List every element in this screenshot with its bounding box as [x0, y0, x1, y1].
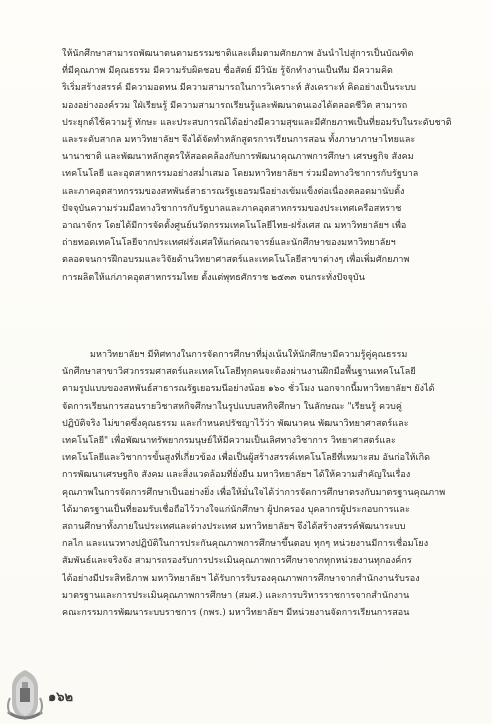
text-line: การพัฒนาเศรษฐกิจ สังคม และสิ่งแวดล้อมที่ยั่งยืน มหาวิทยาลัยฯ ได้ให้ความสำคัญในเรื่อง: [62, 470, 411, 481]
text-line: คณะกรรมการพัฒนาระบบราชการ (กพร.) มหาวิทยาลัยฯ มีหน่วยงานจัดการเรียนการสอน: [62, 608, 410, 619]
text-line: ริเริ่มสร้างสรรค์ มีความอดทน มีความสามารถในการวิเคราะห์ สังเคราะห์ คิดอย่างเป็นระบบ: [62, 83, 417, 94]
text-line: และระดับสากล มหาวิทยาลัยฯ จึงได้จัดทำหลักสูตรการเรียนการสอน ทั้งภาษาภาษาไทยและ: [62, 135, 416, 146]
text-line: และภาคอุตสาหกรรมของสหพันธ์สาธารณรัฐเยอรมนีอย่างเข้มแข็งต่อเนื่องตลอดมานับตั้ง: [62, 186, 405, 197]
text-line: มหาวิทยาลัยฯ มีทิศทางในการจัดการศึกษาที่มุ่งเน้นให้นักศึกษามีความรู้คู่คุณธรรม: [90, 350, 408, 360]
text-line: จัดการเรียนการสอนรายวิชาสหกิจศึกษาในรูปแบบสหกิจศึกษา ในลักษณะ "เรียนรู้ ควบคู่: [62, 401, 402, 412]
text-line: ได้มาตรฐานเป็นที่ยอมรับเชื่อถือไว้วางใจแก่นักศึกษา ผู้ปกครอง บุคลากรผู้ประกอบการและ: [62, 504, 410, 515]
text-line: ตามรูปแบบของสหพันธ์สาธารณรัฐเยอรมนีอย่างน้อย ๑๖๐ ชั่วโมง นอกจากนี้มหาวิทยาลัยฯ ยังได้: [62, 384, 435, 395]
text-line: ประยุกต์ใช้ความรู้ ทักษะ และประสบการณ์ได้อย่างมีความสุขและมีศักยภาพเป็นที่ยอมรับในระดับชาติ: [62, 117, 452, 128]
paragraph-2: [62, 347, 472, 622]
text-line: นักศึกษาสาขาวิศวกรรมศาสตร์และเทคโนโลยีทุกคนจะต้องผ่านงานฝึกมือพื้นฐานเทคโนโลยี: [62, 367, 416, 378]
text-line: อาณาจักร โดยได้มีการจัดตั้งศูนย์นวัตกรรมเทคโนโลยีไทย-ฝรั่งเศส ณ มหาวิทยาลัยฯ เพื่อ: [62, 221, 407, 232]
text-line: เทคโนโลยีและวิชาการขั้นสูงที่เกี่ยวข้อง เพื่อเป็นผู้สร้างสรรค์เทคโนโลยีที่เหมาะสม อันก่อให้เกิด: [62, 453, 431, 464]
text-line: สถานศึกษาทั้งภายในประเทศและต่างประเทศ มหาวิทยาลัยฯ จึงได้สร้างสรรค์พัฒนาระบบ: [62, 522, 406, 533]
text-line: ที่มีคุณภาพ มีคุณธรรม มีความรับผิดชอบ ซื่อสัตย์ มีวินัย รู้จักทำงานเป็นทีม มีความคิด: [62, 66, 393, 77]
text-line: คุณภาพในการจัดการศึกษาเป็นอย่างยิ่ง เพื่อให้มั่นใจได้ว่าการจัดการศึกษาตรงกับมาตรฐานคุณภาพ: [62, 487, 446, 498]
text-line: ถ่ายทอดเทคโนโลยีจากประเทศฝรั่งเศสให้แก่คณาจารย์และนักศึกษาของมหาวิทยาลัยฯ: [62, 238, 396, 249]
text-line: การผลิตให้แก่ภาคอุตสาหกรรมไทย ตั้งแต่พุทธศักราช ๒๕๓๓ จนกระทั่งปัจจุบัน: [62, 272, 365, 283]
text-line: ปัจจุบันความร่วมมือทางวิชาการกับรัฐบาลและภาคอุตสาหกรรมของประเทศเครือสหราช: [62, 203, 402, 214]
text-line: ให้นักศึกษาสามารถพัฒนาตนตามธรรมชาติและเต็มตามศักยภาพ อันนำไปสู่การเป็นบัณฑิต: [62, 49, 414, 59]
text-line: ได้อย่างมีประสิทธิภาพ มหาวิทยาลัยฯ ได้รับการรับรองคุณภาพการศึกษาจากสำนักงานรับรอง: [62, 573, 420, 584]
text-line: กลไก และแนวทางปฏิบัติในการประกันคุณภาพการศึกษาขึ้นตอบ ทุกๆ หน่วยงานมีการเชื่อมโยง: [62, 539, 429, 550]
text-line: เทคโนโลยี และอุตสาหกรรมอย่างสม่ำเสมอ โดยมหาวิทยาลัยฯ ร่วมมือทางวิชาการกับรัฐบาล: [62, 169, 419, 180]
text-line: นานาชาติ และพัฒนาหลักสูตรให้สอดคล้องกับการพัฒนาคุณภาพการศึกษา เศรษฐกิจ สังคม: [62, 152, 414, 163]
text-line: สัมพันธ์และจริงจัง สามารถรองรับการประเมินคุณภาพการศึกษาจากทุกหน่วยงานทุกองค์กร: [62, 556, 412, 567]
university-emblem-icon: [4, 668, 46, 722]
text-line: ปฏิบัติจริง ไม่ขาดซึ่งคุณธรรม และกำหนดปรัชญาไว้ว่า พัฒนาคน พัฒนาวิทยาศาสตร์และ: [62, 418, 409, 429]
paragraph-1: [62, 46, 472, 287]
text-line: เทคโนโลยี" เพื่อพัฒนาทรัพยากรมนุษย์ให้มีความเป็นเลิศทางวิชาการ วิทยาศาสตร์และ: [62, 436, 396, 447]
page-number: ๑๖๒: [48, 690, 74, 705]
text-line: มองอย่างองค์รวม ใฝ่เรียนรู้ มีความสามารถเรียนรู้และพัฒนาตนเองได้ตลอดชีวิต สามารถ: [62, 100, 408, 111]
page-footer: [0, 666, 492, 724]
text-line: มาตรฐานและการประเมินคุณภาพการศึกษา (สมศ.) และการบริหารราชการจากสำนักงาน: [62, 590, 410, 601]
text-line: ตลอดจนการฝึกอบรมและวิจัยด้านวิทยาศาสตร์และเทคโนโลยีสาขาต่างๆ เพื่อเพิ่มศักยภาพ: [62, 255, 410, 266]
